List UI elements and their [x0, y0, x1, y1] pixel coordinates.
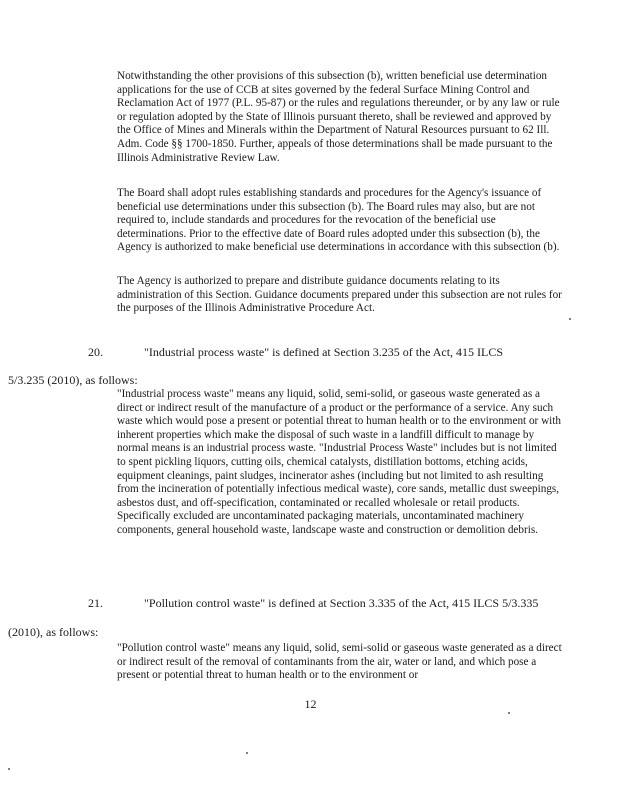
paragraph-number: 20.: [88, 345, 103, 359]
quoted-paragraph-ccb-mining: Notwithstanding the other provisions of this subsection (b), written beneficial use determination applications for the use of CCB at sites governed by the federal Surface Mining Control and Reclamation Act of 1977 (P.L. 95-87) or the rules and regulations thereunder, or by any law or rule or regulation adopted by the State of Illinois pursuant thereto, shall be reviewed and approved by the Office of Mines and Minerals within the Department of Natural Resources pursuant to 62 Ill. Adm. Code §§ 1700-1850. Further, appeals of those determinations shall be made pursuant to the Illinois Administrative Review Law.: [117, 70, 560, 164]
paragraph-text: "Industrial process waste" is defined at Section 3.235 of the Act, 415 ILCS: [144, 345, 504, 359]
quoted-paragraph-board-rules: The Board shall adopt rules establishing standards and procedures for the Agency's issuance of beneficial use determinations under this subsection (b). The Board rules may also, but are not required to, include standards and procedures for the revocation of the beneficial use determinations. Prior to the effective date of Board rules adopted under this subsection (b), the Agency is authorized to make beneficial use determinations in accordance with this subsection (b).: [117, 187, 560, 254]
scan-speck: [569, 318, 571, 320]
paragraph-21-continuation: (2010), as follows:: [8, 625, 99, 639]
scan-speck: [508, 712, 510, 714]
scan-speck: [8, 768, 10, 770]
quoted-definition-pollution-control-waste: "Pollution control waste" means any liquid, solid, semi-solid or gaseous waste generated as a direct or indirect result of the removal of contaminants from the air, water or land, and which pose a present or potential threat to human health or to the environment or: [117, 642, 562, 682]
page-number: 12: [304, 697, 317, 711]
paragraph-number: 21.: [88, 596, 103, 610]
paragraph-20-continuation: 5/3.235 (2010), as follows:: [8, 373, 138, 387]
quoted-definition-industrial-process-waste: "Industrial process waste" means any liquid, solid, semi-solid, or gaseous waste generated as a direct or indirect result of the manufacture of a product or the performance of a service. Any such waste which would pose a present or potential threat to human health or to the environment or with inherent properties which make the disposal of such waste in a landfill difficult to manage by normal means is an industrial process waste. "Industrial Process Waste" includes but is not limited to spent pickling liquors, cutting oils, chemical catalysts, distillation bottoms, etching acids, equipment cleanings, paint sludges, incinerator ashes (including but not limited to ash resulting from the incineration of potentially infectious medical waste), core sands, metallic dust sweepings, asbestos dust, and off-specification, contaminated or recalled wholesale or retail products. Specifically excluded are uncontaminated packaging materials, uncontaminated machinery components, general household waste, landscape waste and construction or demolition debris.: [117, 388, 561, 536]
numbered-paragraph-21: [88, 596, 538, 610]
paragraph-text: "Pollution control waste" is defined at Section 3.335 of the Act, 415 ILCS 5/3.335: [144, 596, 539, 610]
quoted-paragraph-guidance: The Agency is authorized to prepare and distribute guidance documents relating to its administration of this Section. Guidance documents prepared under this subsection are not rules for the purposes of the Illinois Administrative Procedure Act.: [117, 275, 562, 315]
numbered-paragraph-20: [88, 345, 503, 359]
scan-speck: [246, 752, 248, 754]
